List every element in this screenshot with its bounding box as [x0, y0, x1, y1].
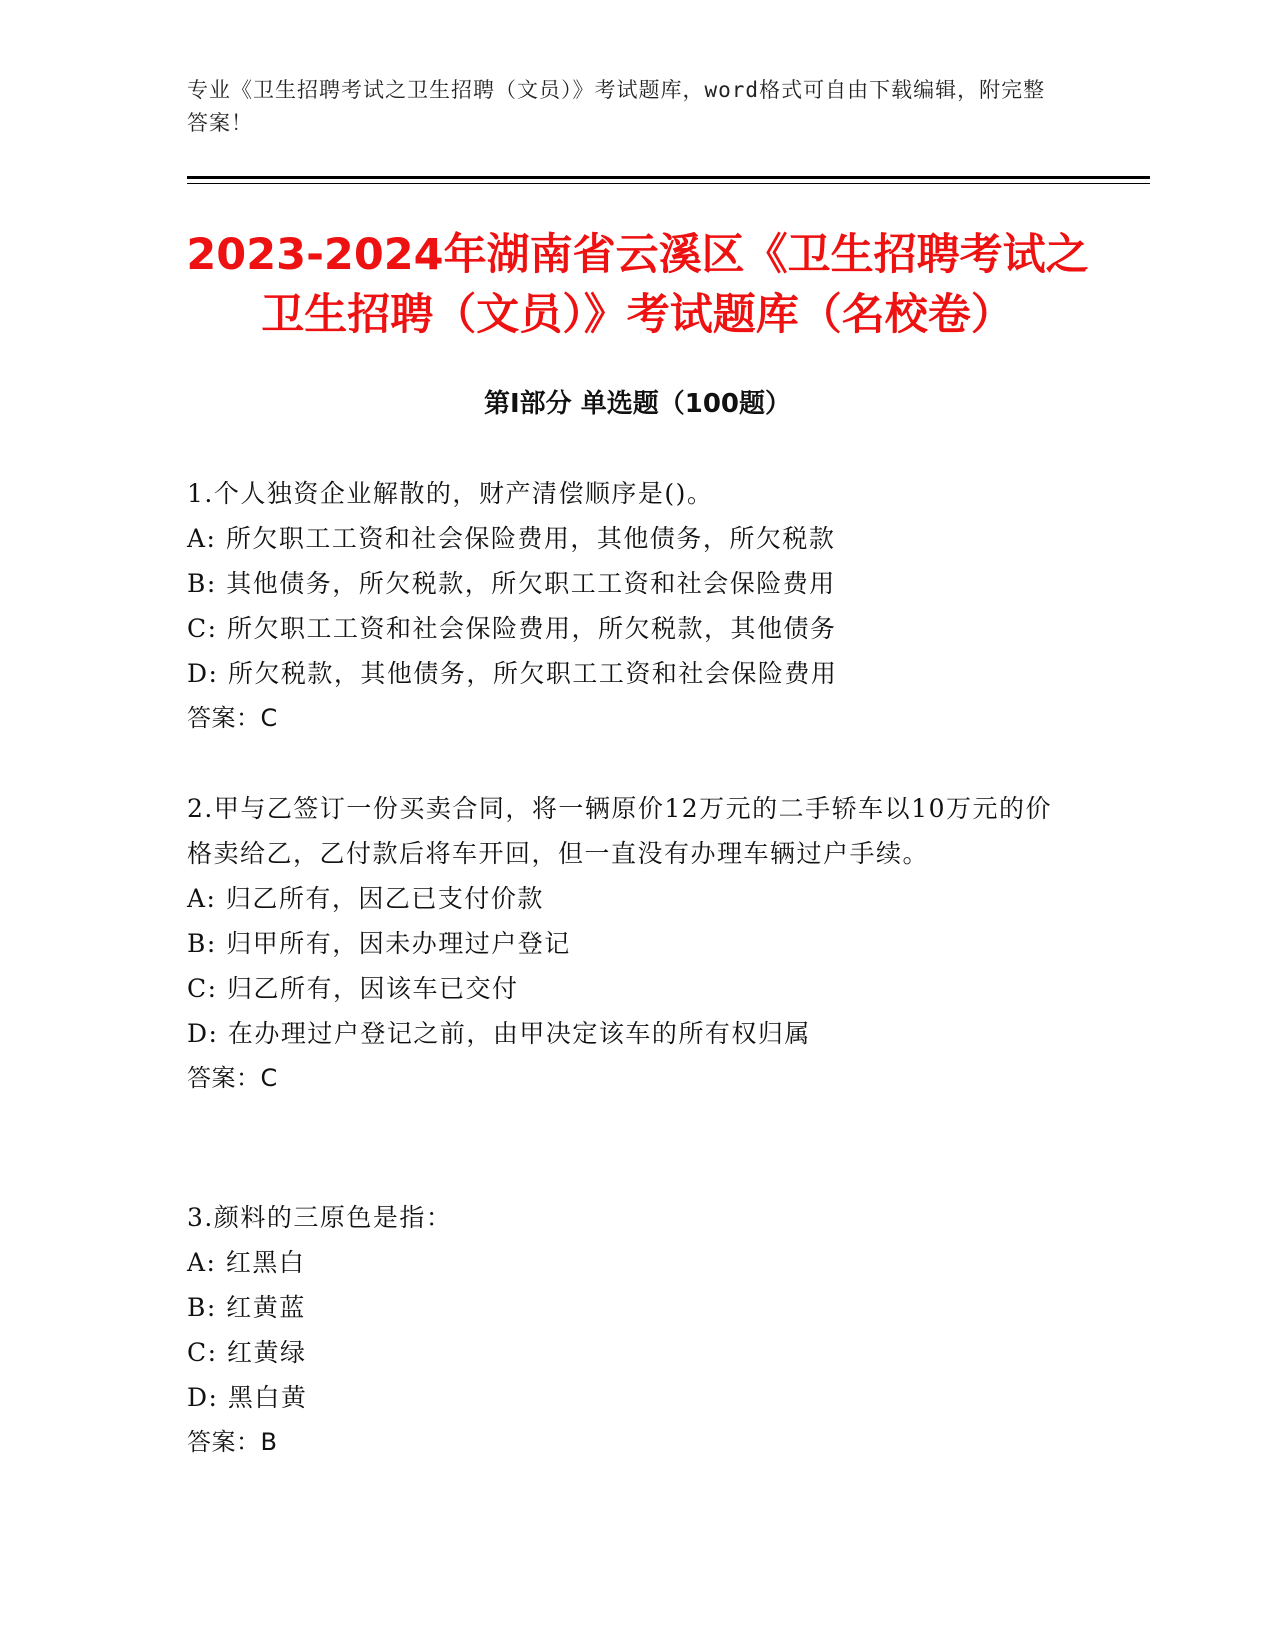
- document-title: 2023-2024年湖南省云溪区《卫生招聘考试之卫生招聘（文员）》考试题库（名校卷）: [186, 230, 1089, 340]
- question-stem: 3.颜料的三原色是指：: [187, 1203, 453, 1232]
- option-a: A: 所欠职工工资和社会保险费用，其他债务，所欠税款: [187, 524, 836, 553]
- option-c: C: 归乙所有，因该车已交付: [187, 974, 519, 1003]
- option-c: C: 红黄绿: [187, 1338, 307, 1367]
- option-b: B: 红黄蓝: [187, 1293, 306, 1322]
- option-c: C: 所欠职工工资和社会保险费用，所欠税款，其他债务: [187, 614, 837, 643]
- question-3: [187, 1195, 1067, 1465]
- option-d: D: 在办理过户登记之前，由甲决定该车的所有权归属: [187, 1019, 811, 1048]
- header-divider-thin: [187, 183, 1150, 184]
- option-a: A: 归乙所有，因乙已支付价款: [187, 884, 544, 913]
- question-2: [187, 786, 1067, 1101]
- option-b: B: 归甲所有，因未办理过户登记: [187, 929, 571, 958]
- option-d: D: 所欠税款，其他债务，所欠职工工资和社会保险费用: [187, 659, 838, 688]
- answer: 答案：C: [187, 1064, 278, 1092]
- option-b: B: 其他债务，所欠税款，所欠职工工资和社会保险费用: [187, 569, 836, 598]
- answer: 答案：C: [187, 704, 278, 732]
- question-stem: 1.个人独资企业解散的，财产清偿顺序是()。: [187, 479, 714, 508]
- section-title: 第I部分 单选题（100题）: [484, 389, 791, 419]
- question-stem: 2.甲与乙签订一份买卖合同，将一辆原价12万元的二手轿车以10万元的价格卖给乙，乙付款后将车开回，但一直没有办理车辆过户手续。: [187, 794, 1052, 868]
- answer: 答案：B: [187, 1428, 278, 1456]
- option-d: D: 黑白黄: [187, 1383, 308, 1412]
- header-divider-thick: [187, 176, 1150, 179]
- header-note: 专业《卫生招聘考试之卫生招聘（文员）》考试题库，word格式可自由下载编辑，附完整答案！: [187, 78, 1046, 135]
- option-a: A: 红黑白: [187, 1248, 306, 1277]
- question-1: [187, 471, 1067, 741]
